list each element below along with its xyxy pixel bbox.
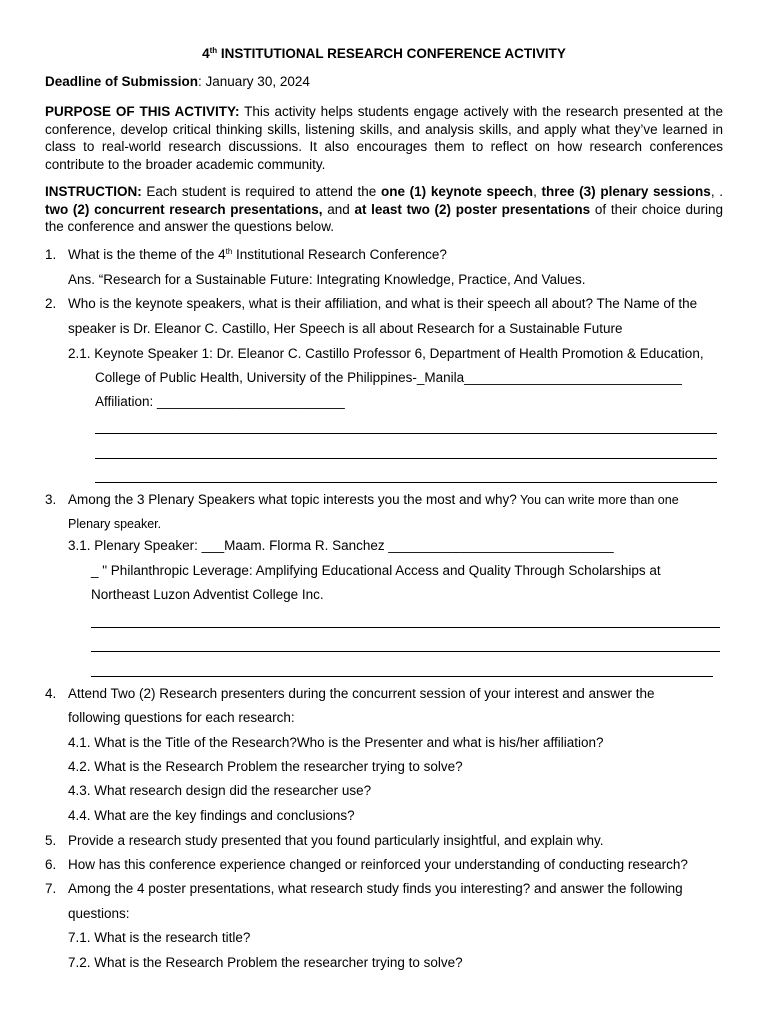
affiliation-field: Affiliation: _________________________	[95, 394, 345, 409]
question-number: 7.	[45, 881, 57, 896]
instruction-label: INSTRUCTION:	[45, 184, 142, 199]
deadline	[45, 74, 310, 90]
question-1: What is the theme of the 4th Institutional Research Conference?	[68, 247, 447, 262]
question-3-note-2: Plenary speaker.	[68, 517, 162, 531]
keynote-speaker-line-2: College of Public Health, University of the Philippines-_Manila_____________________________	[95, 370, 682, 385]
purpose-paragraph: PURPOSE OF THIS ACTIVITY: This activity helps students engage actively with the research presented at the conference, develop critical thinking skills, listening skills, and analysis skills, and apply what they’ve learned in class to real-world research discussions. It also encourages them to reflect on how research conferences contribute to the broader academic community.	[45, 104, 724, 172]
deadline-value: : January 30, 2024	[198, 74, 310, 89]
question-4-line-1: Attend Two (2) Research presenters during the concurrent session of your interest and answer the	[68, 686, 655, 701]
question-number: 2.	[45, 296, 57, 311]
question-4-line-2: following questions for each research:	[68, 710, 295, 725]
question-number: 1.	[45, 247, 57, 262]
sub-question: 7.1. What is the research title?	[68, 930, 251, 945]
question-number: 5.	[45, 833, 57, 848]
question-3-note: You can write more than one	[516, 493, 679, 507]
question-2-line-2: speaker is Dr. Eleanor C. Castillo, Her Speech is all about Research for a Sustainable Future	[68, 321, 623, 336]
question-3: Among the 3 Plenary Speakers what topic interests you the most and why? You can write more than one	[68, 492, 679, 507]
question-7-line-2: questions:	[68, 906, 130, 921]
question-number: 3.	[45, 492, 57, 507]
keynote-speaker-line-1: 2.1. Keynote Speaker 1: Dr. Eleanor C. Castillo Professor 6, Department of Health Promotion & Education,	[68, 346, 704, 361]
purpose-label: PURPOSE OF THIS ACTIVITY:	[45, 104, 240, 119]
sub-question: 4.1. What is the Title of the Research?Who is the Presenter and what is his/her affiliation?	[68, 735, 604, 750]
question-number: 4.	[45, 686, 57, 701]
answer-1: Ans. “Research for a Sustainable Future: Integrating Knowledge, Practice, And Values.	[68, 272, 586, 287]
plenary-speaker-line-1: 3.1. Plenary Speaker: ___Maam. Florma R. Sanchez ______________________________	[68, 538, 614, 553]
sub-question: 4.3. What research design did the researcher use?	[68, 783, 372, 798]
plenary-speaker-line-2: _ " Philanthropic Leverage: Amplifying Educational Access and Quality Through Scholarships at	[91, 563, 661, 578]
instruction-paragraph: INSTRUCTION: Each student is required to attend the one (1) keynote speech, three (3) plenary sessions, . two (2) concurrent research presentations, and at least two (2) poster presentations of their choice during the conference and answer the questions below.	[45, 184, 723, 234]
question-5: Provide a research study presented that you found particularly insightful, and explain why.	[68, 833, 604, 848]
answer-line	[95, 433, 717, 434]
deadline-label: Deadline of Submission	[45, 74, 199, 89]
sub-question: 7.2. What is the Research Problem the researcher trying to solve?	[68, 955, 463, 970]
sub-question: 4.4. What are the key findings and conclusions?	[68, 808, 355, 823]
answer-line	[95, 458, 717, 459]
question-number: 6.	[45, 857, 57, 872]
page-title: 4th INSTITUTIONAL RESEARCH CONFERENCE ACTIVITY	[202, 46, 566, 61]
answer-line	[91, 676, 713, 677]
question-2-line-1: Who is the keynote speakers, what is their affiliation, and what is their speech all about? The Name of the	[68, 296, 698, 311]
answer-line	[91, 627, 720, 628]
answer-line	[95, 482, 717, 483]
plenary-speaker-line-3: Northeast Luzon Adventist College Inc.	[91, 587, 324, 602]
question-7-line-1: Among the 4 poster presentations, what research study finds you interesting? and answer the following	[68, 881, 683, 896]
answer-line	[91, 651, 720, 652]
sub-question: 4.2. What is the Research Problem the researcher trying to solve?	[68, 759, 463, 774]
question-6: How has this conference experience changed or reinforced your understanding of conducting research?	[68, 857, 688, 872]
